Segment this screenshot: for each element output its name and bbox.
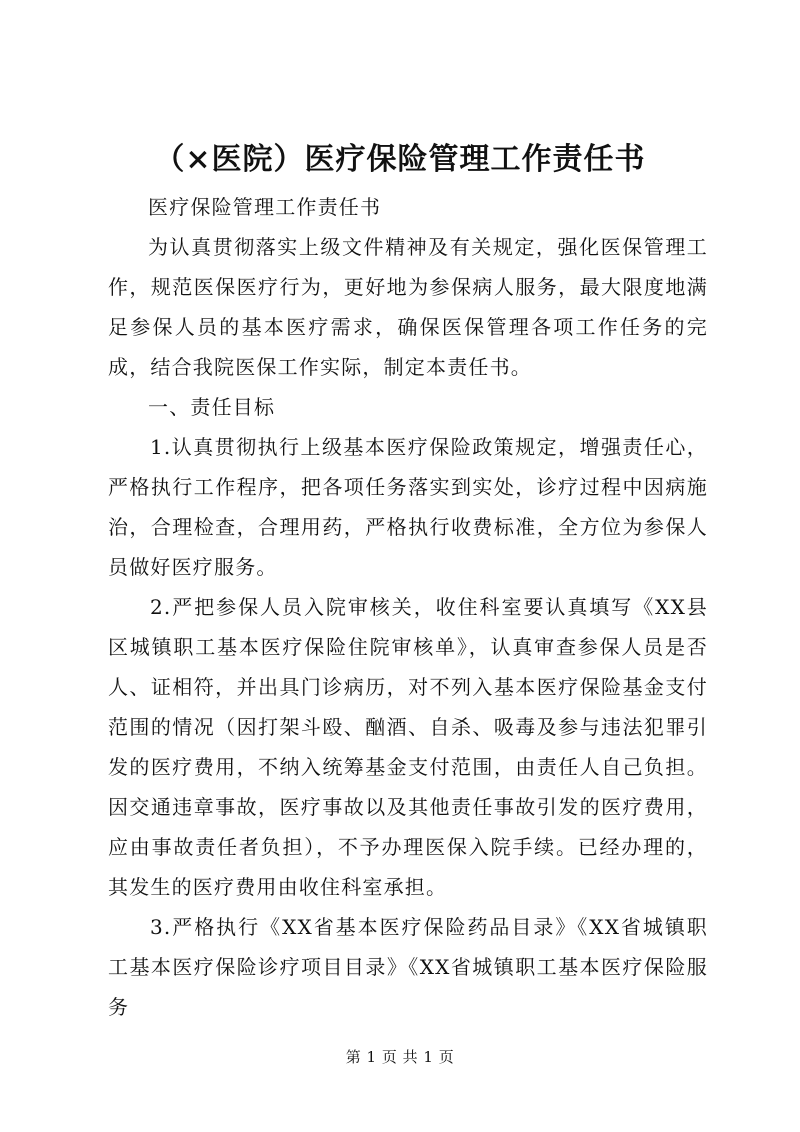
page-number-footer: 第 1 页 共 1 页	[345, 1048, 455, 1066]
section-heading-responsibility-goals: 一、责任目标	[148, 395, 276, 419]
document-body	[108, 187, 708, 1027]
intro-paragraph: 为认真贯彻落实上级文件精神及有关规定，强化医保管理工作，规范医保医疗行为，更好地为参保病人服务，最大限度地满足参保人员的基本医疗需求，确保医保管理各项工作任务的完成，结合我院医保工作实际，制定本责任书。	[108, 235, 708, 379]
item-2-paragraph: 2.严把参保人员入院审核关，收住科室要认真填写《XX县区城镇职工基本医疗保险住院审核单》，认真审查参保人员是否人、证相符，并出具门诊病历，对不列入基本医疗保险基金支付范围的情况（因打架斗殴、酗酒、自杀、吸毒及参与违法犯罪引发的医疗费用，不纳入统筹基金支付范围，由责任人自己负担。因交通违章事故，医疗事故以及其他责任事故引发的医疗费用，应由事故责任者负担），不予办理医保入院手续。已经办理的，其发生的医疗费用由收住科室承担。	[108, 595, 708, 899]
document-subtitle: 医疗保险管理工作责任书	[148, 195, 382, 219]
item-3-paragraph: 3.严格执行《XX省基本医疗保险药品目录》《XX省城镇职工基本医疗保险诊疗项目目录》《XX省城镇职工基本医疗保险服务	[108, 915, 708, 1019]
document-title: （×医院）医疗保险管理工作责任书	[154, 142, 646, 177]
item-1-paragraph: 1.认真贯彻执行上级基本医疗保险政策规定，增强责任心，严格执行工作程序，把各项任务落实到实处，诊疗过程中因病施治，合理检查，合理用药，严格执行收费标准，全方位为参保人员做好医疗服务。	[108, 435, 708, 579]
